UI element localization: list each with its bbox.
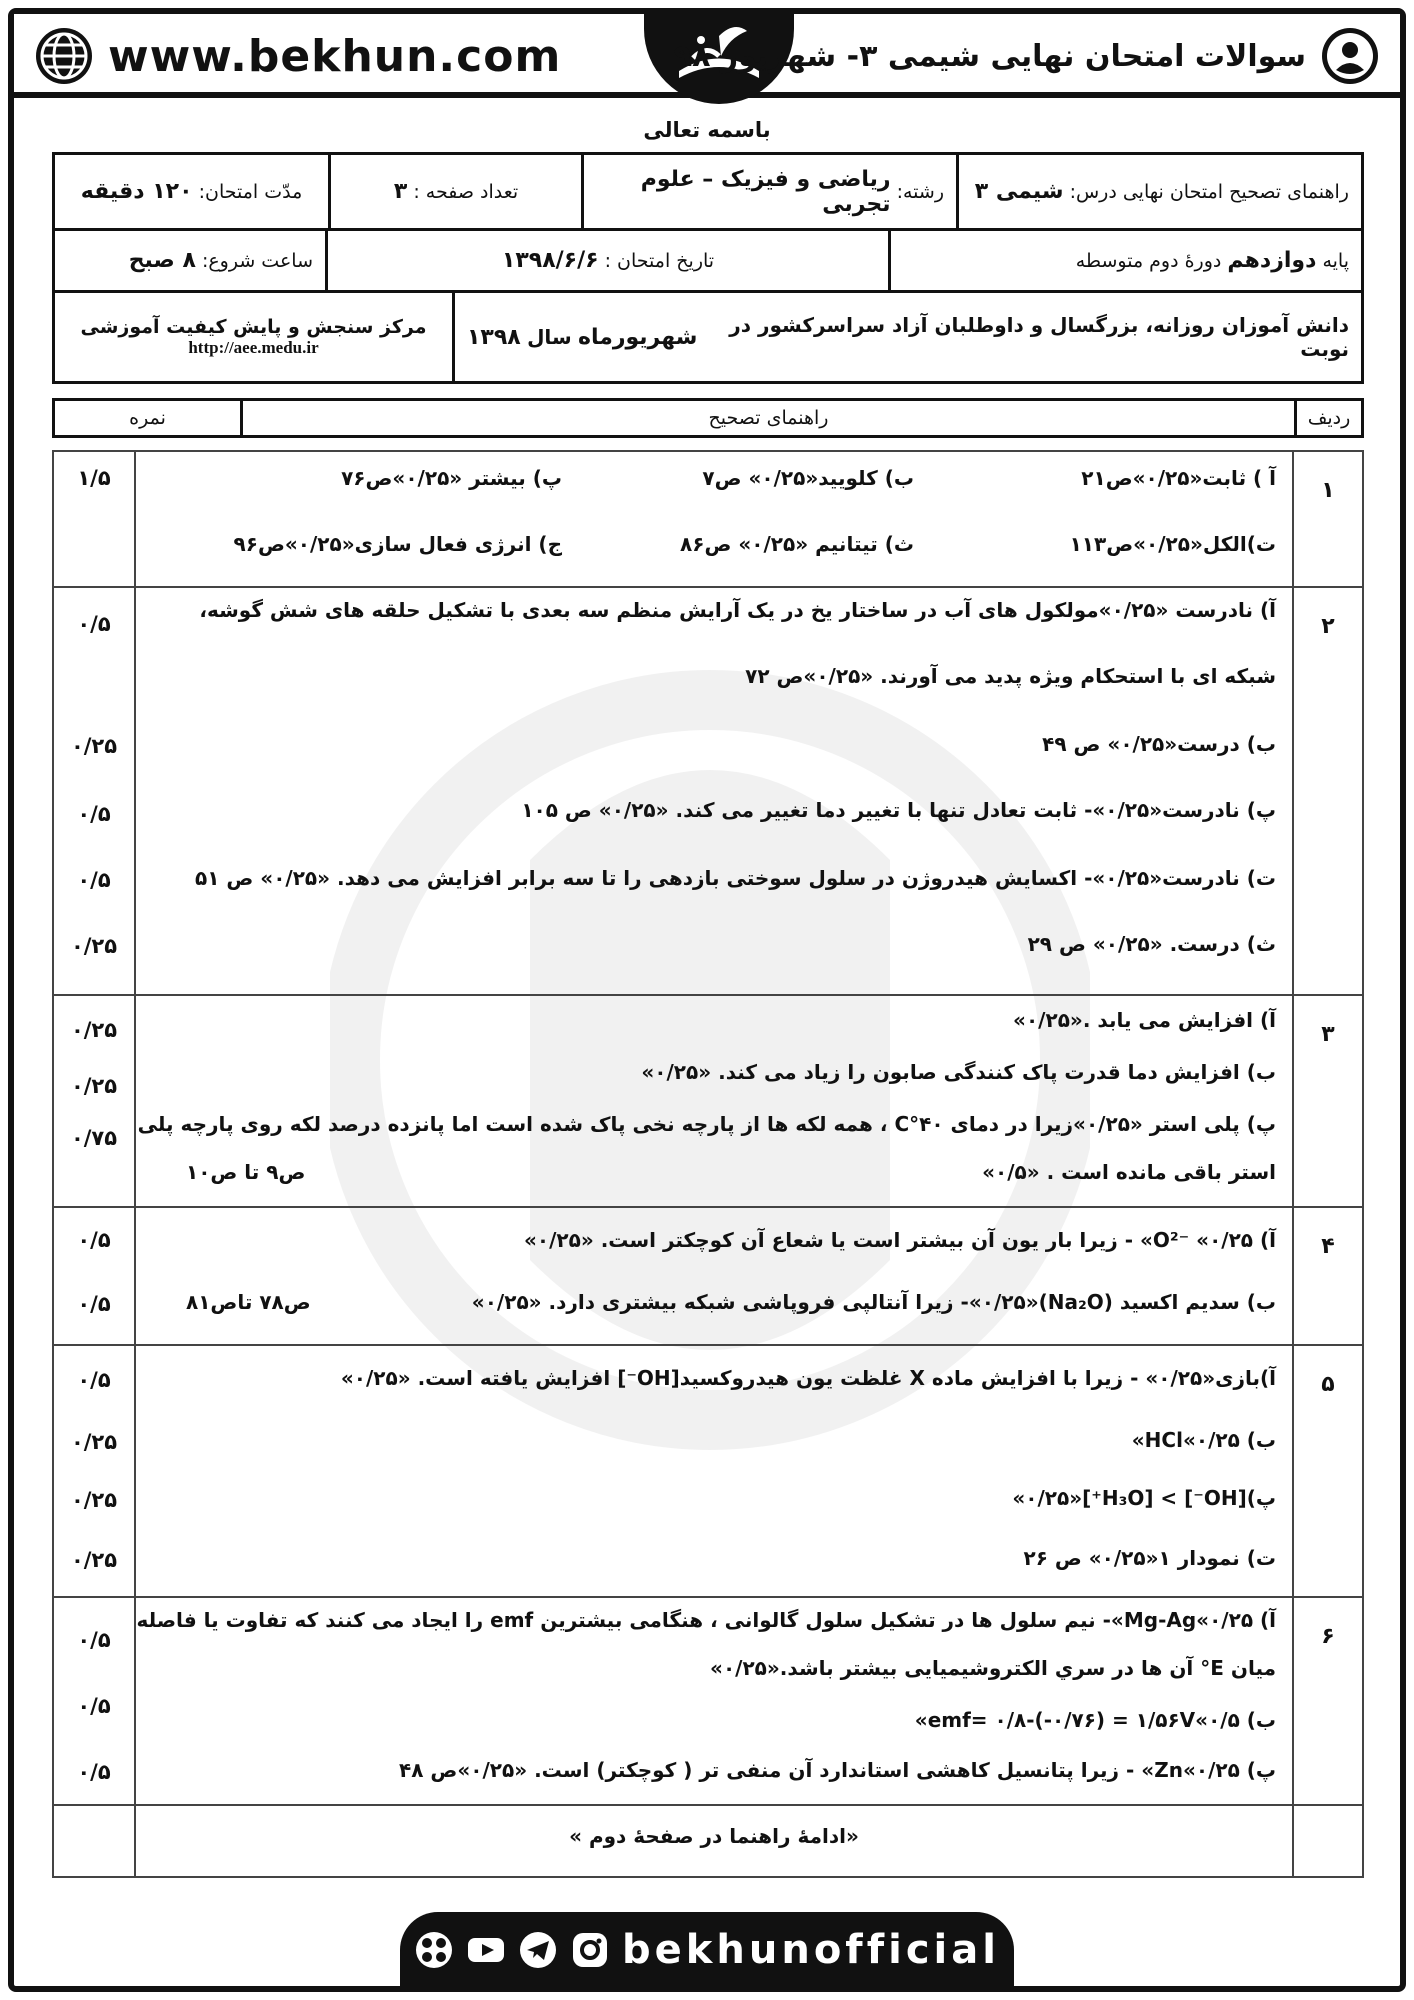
answer-1p: پ) بیشتر «۰/۲۵»ص۷۶ (341, 466, 562, 490)
user-icon (1320, 26, 1380, 86)
score: ۰/۲۵ (70, 934, 118, 958)
continue-note: «ادامهٔ راهنما در صفحهٔ دوم » (569, 1824, 859, 1848)
answer-line: شبکه ای با استحکام ویژه پدید می آورند. «۰/۲۵»ص ۷۲ (745, 664, 1276, 688)
answer-line: پ) پلی استر «۰/۲۵»زیرا در دمای ۴۰°C ، همه لکه ها از پارچه نخی پاک شده است اما پانزده درصد لکه روی پارچه پلی (137, 1112, 1276, 1136)
question-row-1 (54, 452, 1362, 588)
course-cell: راهنمای تصحیح امتحان نهایی درس: شیمی ۳ (974, 179, 1349, 204)
document-title-box (674, 24, 1380, 88)
question-row-6 (54, 1598, 1362, 1806)
answer-line: پ)[OH⁻] > [H₃O⁺]«۰/۲۵» (1012, 1486, 1276, 1510)
answer-line: پ) نادرست«۰/۲۵»- ثابت تعادل تنها با تغییر دما تغییر می کند. «۰/۲۵» ص ۱۰۵ (521, 798, 1276, 822)
col-guide-header: راهنمای تصحیح (708, 407, 829, 429)
score: ۰/۵ (77, 1694, 111, 1718)
answer-line: ث) درست. «۰/۲۵» ص ۲۹ (1027, 932, 1276, 956)
social-footer (400, 1912, 1014, 1988)
document-title: سوالات امتحان نهایی شیمی ۳- شهریور ۹۸ (673, 38, 1306, 74)
exam-info-row-1 (55, 155, 1361, 231)
center-url[interactable]: http://aee.medu.ir (188, 338, 319, 357)
row-number: ۴ (1321, 1234, 1335, 1259)
answer-1a: آ ) ثابت«۰/۲۵»ص۲۱ (1081, 466, 1276, 490)
score: ۰/۲۵ (70, 1430, 118, 1454)
answer-line: استر باقی مانده است . «۰/۵» (982, 1160, 1276, 1184)
telegram-icon[interactable] (518, 1930, 558, 1970)
answer-line: ب) سدیم اکسید (Na₂O)«۰/۲۵»- زیرا آنتالپی فروپاشی شبکه بیشتری دارد. «۰/۲۵» (471, 1290, 1276, 1314)
page-reference: ص۷۸ تاص۸۱ (186, 1290, 311, 1314)
score: ۰/۵ (77, 1228, 111, 1252)
col-row-header: ردیف (1307, 407, 1351, 429)
question-row-3 (54, 996, 1362, 1208)
row-number: ۲ (1321, 614, 1335, 639)
duration-cell: مدّت امتحان: ۱۲۰ دقیقه (80, 179, 303, 204)
score: ۰/۲۵ (70, 1018, 118, 1042)
date-cell: تاریخ امتحان : ۱۳۹۸/۶/۶ (501, 248, 715, 273)
center-cell (55, 293, 452, 381)
score: ۰/۵ (77, 1760, 111, 1784)
field-cell: رشته: ریاضی و فیزیک – علوم تجربی (640, 166, 944, 217)
answer-line: آ)بازی«۰/۲۵» - زیرا با افزایش ماده X غلظت یون هیدروکسید[OH⁻] افزایش یافته است. «۰/۲۵» (340, 1366, 1276, 1390)
answer-line: میان E° آن ها در سري الکتروشیمیایی بیشتر باشد.«۰/۲۵» (710, 1656, 1276, 1680)
row-number: ۱ (1321, 478, 1335, 503)
site-url: www.bekhun.com (108, 30, 562, 82)
score: ۰/۵ (77, 1292, 111, 1316)
globe-icon (34, 26, 94, 86)
score: ۰/۲۵ (70, 1074, 118, 1098)
answer-line: ب) افزایش دما قدرت پاک کنندگی صابون را زیاد می کند. «۰/۲۵» (641, 1060, 1276, 1084)
exam-info-row-3 (55, 293, 1361, 381)
exam-info-table (52, 152, 1364, 384)
score: ۰/۵ (77, 1368, 111, 1392)
answer-1j: ج) انرژی فعال سازی«۰/۲۵»ص۹۶ (233, 532, 562, 556)
score: ۰/۲۵ (70, 1488, 118, 1512)
question-row-4 (54, 1208, 1362, 1346)
row-number: ۵ (1321, 1372, 1335, 1397)
answer-1b: ب) کلویید«۰/۲۵» ص۷ (702, 466, 914, 490)
score: ۰/۵ (77, 802, 111, 826)
answer-line: پ) Zn«۰/۲۵» - زیرا پتانسیل کاهشی استاندارد آن منفی تر ( کوچکتر) است. «۰/۲۵»ص ۴۸ (399, 1758, 1276, 1782)
continuation-row (54, 1806, 1362, 1876)
score: ۱/۵ (77, 466, 111, 490)
answer-1t: ت)الکل«۰/۲۵»ص۱۱۳ (1069, 532, 1276, 556)
center-name: مرکز سنجش و پایش کیفیت آموزشی (80, 316, 427, 338)
answer-line: آ) O²⁻ «۰/۲۵» - زیرا بار یون آن بیشتر است یا شعاع آن کوچکتر است. «۰/۲۵» (523, 1228, 1276, 1252)
score: ۰/۷۵ (70, 1126, 118, 1150)
answer-table-header (52, 398, 1364, 438)
col-score-header: نمره (129, 407, 166, 429)
score: ۰/۵ (77, 1628, 111, 1652)
bismillah-heading: باسمه تعالی (643, 118, 771, 142)
row-number: ۳ (1321, 1022, 1335, 1047)
answer-table (52, 450, 1364, 1878)
score: ۰/۲۵ (70, 734, 118, 758)
score: ۰/۵ (77, 612, 111, 636)
answer-line: ت) نادرست«۰/۲۵»- اکسایش هیدروژن در سلول سوختی بازدهی را تا سه برابر افزایش می دهد. «۰/۲۵» ص ۵۱ (195, 866, 1276, 890)
question-row-2 (54, 588, 1362, 996)
grade-cell: پایه دوازدهم دورهٔ دوم متوسطه (1075, 248, 1349, 273)
question-row-5 (54, 1346, 1362, 1598)
score: ۰/۲۵ (70, 1548, 118, 1572)
exam-info-row-2 (55, 231, 1361, 293)
aparat-icon[interactable] (414, 1930, 454, 1970)
social-handle[interactable]: bekhunofficial (622, 1927, 1000, 1973)
score: ۰/۵ (77, 868, 111, 892)
students-cell: دانش آموزان روزانه، بزرگسال و داوطلبان آزاد سراسرکشور در نوبت شهریورماه سال ۱۳۹۸ (467, 313, 1349, 361)
answer-line: آ) افزایش می یابد .«۰/۲۵» (1013, 1008, 1276, 1032)
answer-1s: ث) تیتانیم «۰/۲۵» ص۸۶ (680, 532, 914, 556)
youtube-icon[interactable] (466, 1930, 506, 1970)
answer-line: آ) نادرست «۰/۲۵»مولکول های آب در ساختار یخ در یک آرایش منظم سه بعدی با تشکیل حلقه های شش گوشه، (199, 598, 1276, 622)
answer-line: ب) HCl«۰/۲۵» (1131, 1428, 1276, 1452)
pages-cell: تعداد صفحه : ۳ (393, 179, 519, 204)
site-link[interactable] (34, 24, 561, 88)
answer-line: ب) درست«۰/۲۵» ص ۴۹ (1042, 732, 1276, 756)
course-name: شیمی ۳ (974, 179, 1064, 204)
instagram-icon[interactable] (570, 1930, 610, 1970)
row-number: ۶ (1321, 1624, 1335, 1649)
page-reference: ص۹ تا ص۱۰ (186, 1160, 306, 1184)
start-time-cell: ساعت شروع: ۸ صبح (128, 248, 313, 273)
answer-line: آ) Mg-Ag«۰/۲۵»- نیم سلول ها در تشکیل سلول گالوانی ، هنگامی بیشترین emf را ایجاد می کنند که تفاوت یا فاصله (136, 1608, 1276, 1632)
answer-line: ب) emf= ۰/۸-(-۰/۷۶) = ۱/۵۶V«۰/۵» (914, 1708, 1276, 1732)
top-header-bar (14, 14, 1400, 98)
answer-line: ت) نمودار ۱«۰/۲۵» ص ۲۶ (1023, 1546, 1276, 1570)
